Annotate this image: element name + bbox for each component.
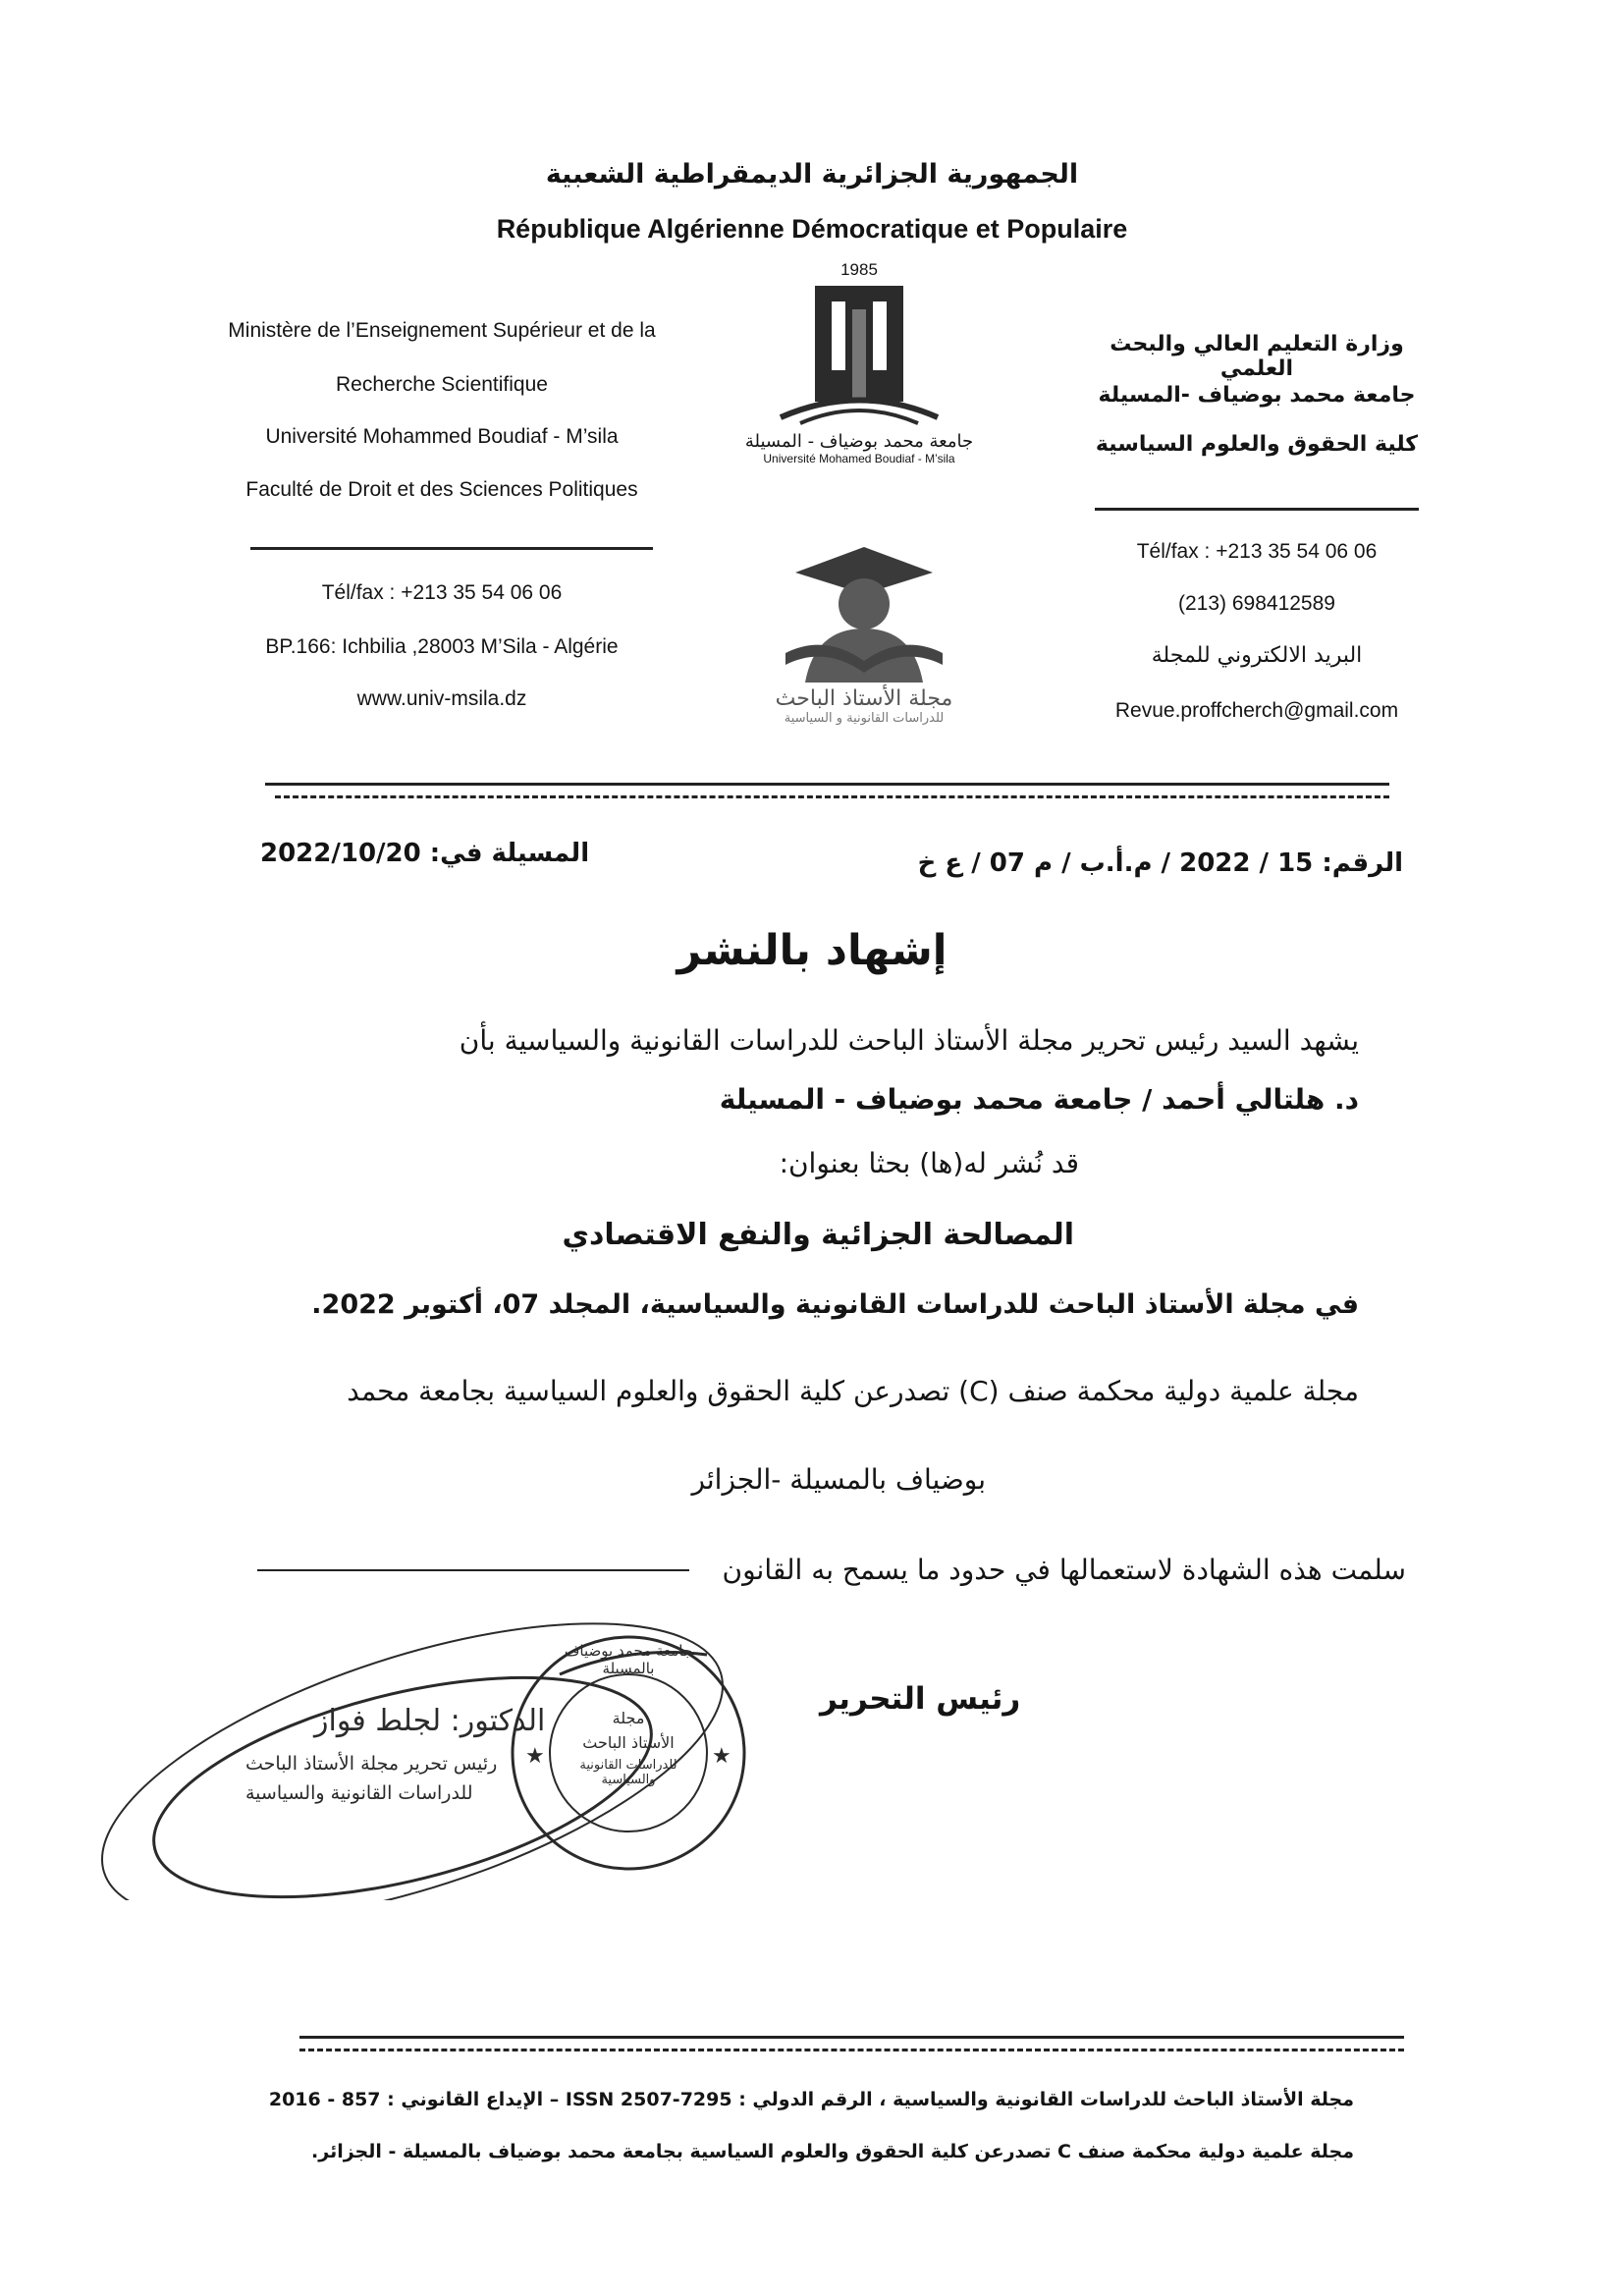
university-tower-icon	[722, 280, 997, 427]
university-logo	[722, 260, 997, 496]
faculty-ar: كلية الحقوق والعلوم السياسية	[1095, 432, 1419, 457]
logo-caption-ar: جامعة محمد بوضياف - المسيلة	[744, 431, 974, 452]
journal-logo-caption: مجلة الأستاذ الباحث	[775, 686, 953, 711]
left-tel: Tél/fax : +213 35 54 06 06	[321, 581, 563, 604]
journal-description-1: مجلة علمية دولية محكمة صنف (C) تصدرعن كلية الحقوق والعلوم السياسية بجامعة محمد	[347, 1375, 1359, 1407]
email-label: البريد الالكتروني للمجلة	[1151, 643, 1363, 668]
left-divider	[250, 547, 653, 550]
journal-volume-line: في مجلة الأستاذ الباحث للدراسات القانونية والسياسية، المجلد 07، أكتوبر 2022.	[311, 1289, 1359, 1320]
footer-description-line: مجلة علمية دولية محكمة صنف C تصدرعن كلية الحقوق والعلوم السياسية بجامعة محمد بوضياف بالمسيلة - الجزائر.	[311, 2141, 1354, 2162]
stamp-line-2: رئيس تحرير مجلة الأستاذ الباحث	[245, 1753, 498, 1775]
ministry-fr-line1: Ministère de l’Enseignement Supérieur et de la	[228, 319, 656, 342]
seal-center-2: الأستاذ الباحث	[582, 1733, 675, 1752]
graduate-scholar-icon	[756, 535, 972, 683]
journal-email: Revue.proffcherch@gmail.com	[1114, 699, 1399, 722]
document-title: إشهاد بالنشر	[677, 926, 947, 975]
republic-title-ar: الجمهورية الجزائرية الديمقراطية الشعبية	[545, 159, 1079, 190]
footer-issn-line: مجلة الأستاذ الباحث للدراسات القانونية والسياسية ، الرقم الدولي : ISSN 2507-7295 – الإيداع القانوني : 857 - 2016	[268, 2089, 1354, 2110]
university-ar: جامعة محمد بوضياف -المسيلة	[1098, 383, 1416, 408]
republic-title-fr: République Algérienne Démocratique et Populaire	[496, 214, 1128, 244]
logo-year: 1985	[840, 260, 878, 279]
seal-center-1: مجلة	[612, 1709, 645, 1727]
reference-number: الرقم: 15 / 2022 / م.أ.ب / م 07 / ع خ	[917, 848, 1403, 878]
attestation-intro: يشهد السيد رئيس تحرير مجلة الأستاذ الباحث للدراسات القانونية والسياسية بأن	[459, 1024, 1359, 1057]
logo-caption-fr: Université Mohamed Boudiaf - M’sila	[763, 452, 955, 465]
ministry-ar: وزارة التعليم العالي والبحث العلمي	[1110, 332, 1404, 381]
journal-description-2: بوضياف بالمسيلة -الجزائر	[691, 1463, 986, 1496]
journal-logo	[756, 535, 972, 751]
published-statement: قد نُشر له(ها) بحثا بعنوان:	[779, 1147, 1079, 1179]
paper-title: المصالحة الجزائية والنفع الاقتصادي	[562, 1218, 1074, 1252]
stamp-line-3: للدراسات القانونية والسياسية	[245, 1782, 473, 1804]
issued-underline	[257, 1569, 689, 1571]
top-separator-solid	[265, 783, 1389, 786]
left-website: www.univ-msila.dz	[356, 687, 527, 710]
right-divider	[1095, 508, 1419, 511]
issue-date: المسيلة في: 2022/10/20	[260, 839, 590, 868]
right-phone: (213) 698412589	[1178, 592, 1335, 615]
bottom-separator-dashed	[299, 2049, 1404, 2051]
top-separator-dashed	[275, 795, 1389, 798]
seal-ring-text: جامعة محمد بوضياف بالمسيلة	[564, 1642, 693, 1677]
seal-center-3: للدراسات القانونية والسياسية	[579, 1758, 677, 1787]
svg-text:★: ★	[712, 1744, 731, 1769]
issued-statement: سلمت هذه الشهادة لاستعمالها في حدود ما يسمح به القانون	[722, 1554, 1406, 1586]
left-address: BP.166: Ichbilia ,28003 M’Sila - Algérie	[265, 635, 619, 658]
university-seal	[506, 1630, 751, 1876]
stamp-editor-name: الدكتور: لجلط فواز	[314, 1704, 546, 1738]
right-tel: Tél/fax : +213 35 54 06 06	[1136, 540, 1378, 563]
editor-in-chief-label: رئيس التحرير	[820, 1681, 1021, 1717]
faculty-fr: Faculté de Droit et des Sciences Politiques	[245, 478, 638, 501]
svg-text:★: ★	[525, 1744, 545, 1769]
journal-logo-subcaption: للدراسات القانونية و السياسية	[784, 711, 945, 726]
university-fr: Université Mohammed Boudiaf - M’sila	[265, 425, 619, 448]
bottom-separator-solid	[299, 2036, 1404, 2039]
ministry-fr-line2: Recherche Scientifique	[336, 373, 548, 396]
author-line: د. هلتالي أحمد / جامعة محمد بوضياف - المسيلة	[719, 1083, 1359, 1116]
